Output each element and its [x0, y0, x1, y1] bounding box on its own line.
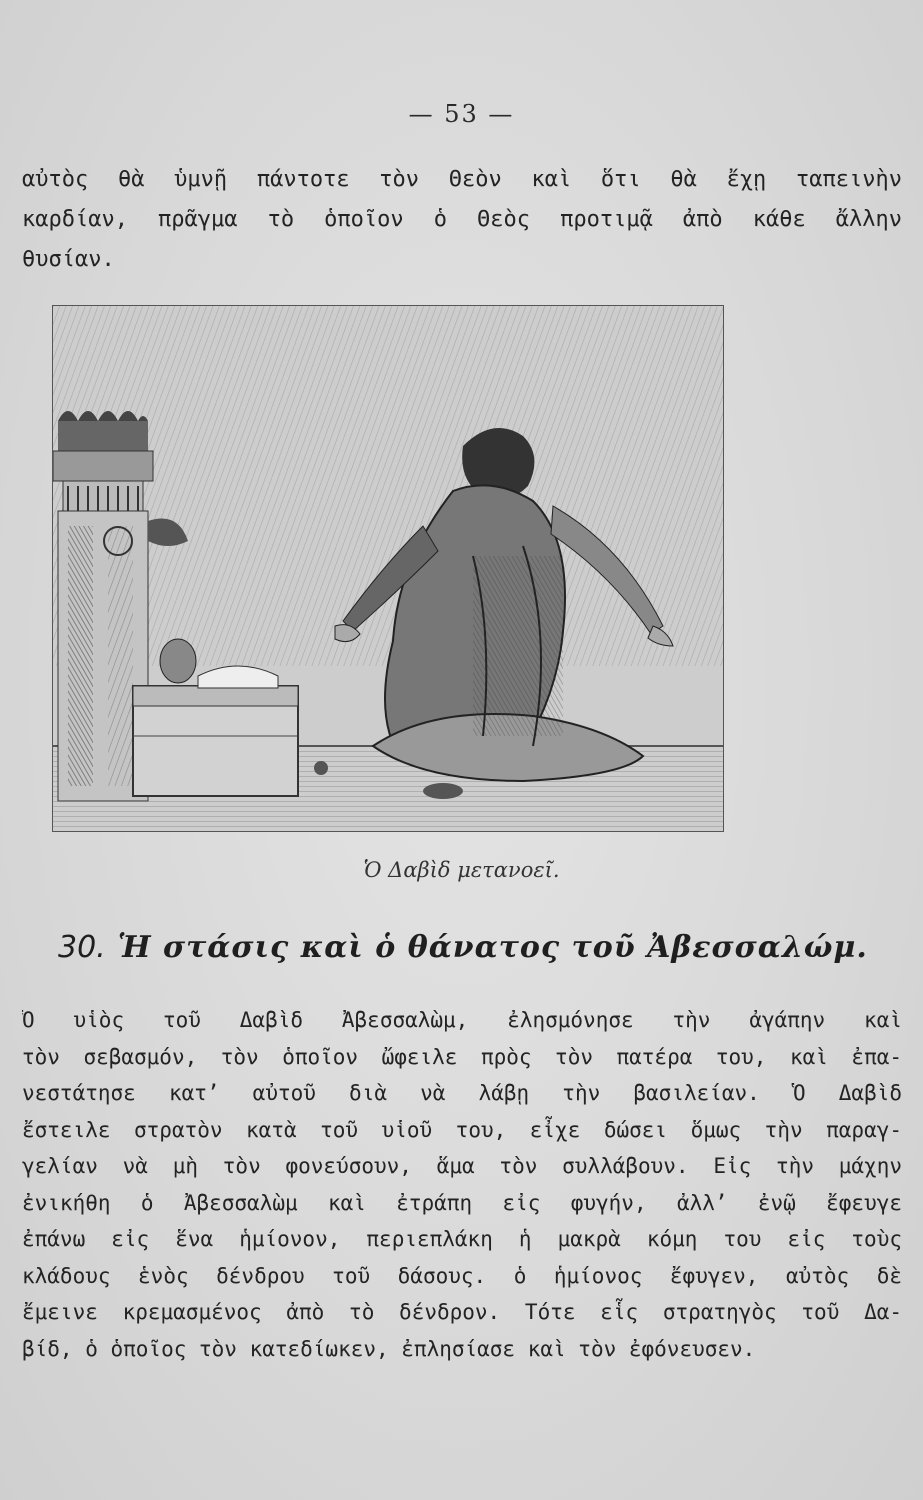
paragraph-line: βίδ, ὁ ὁποῖος τὸν κατεδίωκεν, ἐπλησίασε καὶ τὸν ἐφόνευσεν. — [22, 1336, 756, 1361]
paragraph-line: ἐνικήθη ὁ Ἀβεσσαλὼμ καὶ ἐτράπη εἰς φυγήν, ἀλλ’ ἐνῷ ἔφευγε — [22, 1190, 902, 1215]
paragraph-line: κλάδους ἑνὸς δένδρου τοῦ δάσους. ὁ ἡμίονος ἔφυγεν, αὐτὸς δὲ — [22, 1263, 902, 1288]
paragraph-line: αὐτὸς θὰ ὑμνῇ πάντοτε τὸν Θεὸν καὶ ὅτι θὰ ἔχῃ ταπεινὴν — [22, 167, 902, 192]
paragraph-line: νεστάτησε κατ’ αὐτοῦ διὰ νὰ λάβῃ τὴν βασιλείαν. Ὁ Δαβὶδ — [22, 1081, 902, 1105]
section-number: 30. — [58, 930, 106, 965]
figure-caption: Ὁ Δαβὶδ μετανοεῖ. — [363, 858, 560, 882]
body-paragraph — [22, 1002, 902, 1367]
section-title: Ἡ στάσις καὶ ὁ θάνατος τοῦ Ἀβεσσαλώμ. — [117, 930, 868, 965]
intro-paragraph — [22, 160, 902, 280]
engraving-image — [53, 306, 723, 831]
paragraph-line: γελίαν νὰ μὴ τὸν φονεύσουν, ἅμα τὸν συλλάβουν. Εἰς τὴν μάχην — [22, 1154, 902, 1178]
paragraph-line: ἐπάνω εἰς ἕνα ἡμίονον, περιεπλάκη ἡ μακρὰ κόμη του εἰς τοὺς — [22, 1227, 902, 1251]
section-heading — [58, 930, 868, 965]
paragraph-line: τὸν σεβασμόν, τὸν ὁποῖον ὤφειλε πρὸς τὸν πατέρα του, καὶ ἐπα- — [22, 1044, 902, 1069]
paragraph-line: καρδίαν, πρᾶγμα τὸ ὁποῖον ὁ Θεὸς προτιμᾷ ἀπὸ κάθε ἄλλην — [22, 207, 902, 232]
page-number: — 53 — — [408, 100, 515, 128]
paragraph-line: ἔμεινε κρεμασμένος ἀπὸ τὸ δένδρον. Τότε εἷς στρατηγὸς τοῦ Δα- — [22, 1300, 902, 1324]
paragraph-line: ἔστειλε στρατὸν κατὰ τοῦ υἱοῦ του, εἶχε δώσει ὅμως τὴν παραγ- — [22, 1117, 902, 1142]
paragraph-line: θυσίαν. — [22, 247, 115, 272]
paragraph-line: Ὁ υἱὸς τοῦ Δαβὶδ Ἀβεσσαλὼμ, ἐλησμόνησε τὴν ἀγάπην καὶ — [22, 1008, 902, 1032]
engraving-illustration — [52, 305, 724, 832]
